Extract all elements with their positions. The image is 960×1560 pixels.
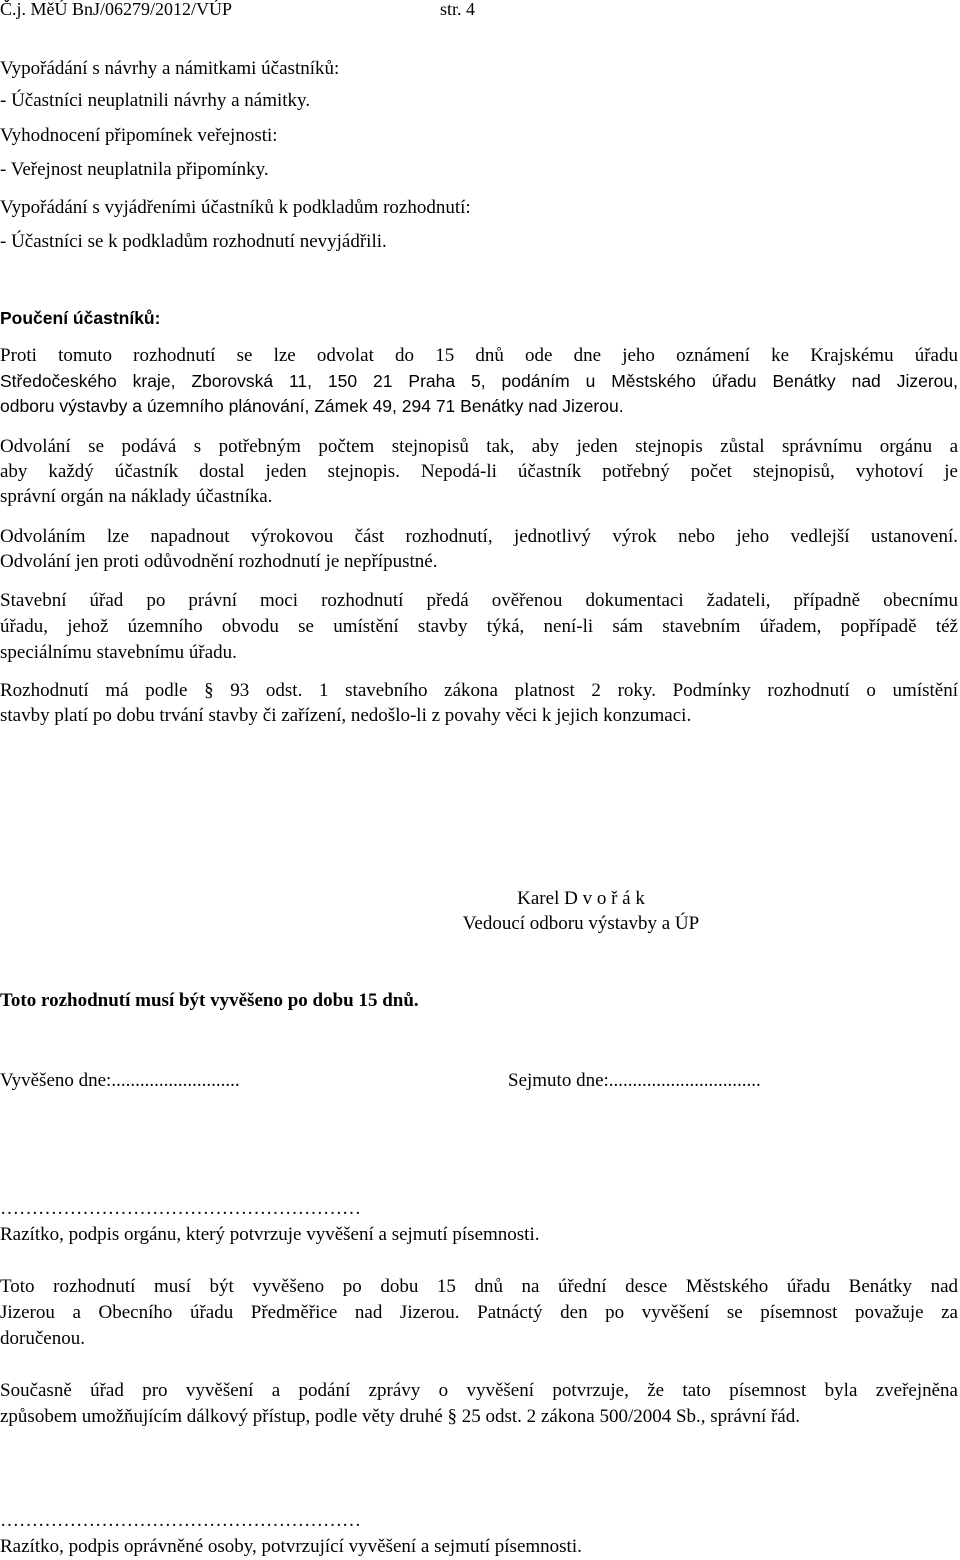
validity-line: Rozhodnutí má podle § 93 odst. 1 stavebního zákona platnost 2 roky. Podmínky rozhodnutí o umístění <box>0 680 958 701</box>
appeal-scope-line: Odvolání jen proti odůvodnění rozhodnutí je nepřípustné. <box>0 551 438 572</box>
appeal-copies-line: Odvolání se podává s potřebným počtem stejnopisů tak, aby jeden stejnopis zůstal správnímu orgánu a <box>0 436 958 457</box>
appeal-paragraph-line: Proti tomuto rozhodnutí se lze odvolat do 15 dnů ode dne jeho oznámení ke Krajskému úřadu <box>0 345 958 366</box>
appeal-copies-line: aby každý účastník dostal jeden stejnopis. Nepodá-li účastník potřebný počet stejnopisů, vyhotoví je <box>0 461 958 482</box>
posted-date-field: Vyvěšeno dne:........................... <box>0 1070 240 1091</box>
public-comments-heading: Vyhodnocení připomínek veřejnosti: <box>0 125 278 146</box>
signature-dotted-line: ………………………………………………… <box>0 1198 361 1219</box>
posting-paragraph-line: doručenou. <box>0 1328 85 1349</box>
statements-item: - Účastníci se k podkladům rozhodnutí nevyjádřili. <box>0 231 387 252</box>
page-number: str. 4 <box>440 0 476 19</box>
documentation-line: Stavební úřad po právní moci rozhodnutí předá ověřenou dokumentaci žadateli, případně obecnímu <box>0 590 958 611</box>
appeal-copies-line: správní orgán na náklady účastníka. <box>0 486 273 507</box>
stamp-caption: Razítko, podpis oprávněné osoby, potvrzující vyvěšení a sejmutí písemnosti. <box>0 1536 582 1557</box>
validity-line: stavby platí po dobu trvání stavby či zařízení, nedošlo-li z povahy věci k jejich konzumaci. <box>0 705 692 726</box>
signatory-title: Vedoucí odboru výstavby a ÚP <box>462 913 700 934</box>
public-comments-item: - Veřejnost neuplatnila připomínky. <box>0 159 269 180</box>
statements-heading: Vypořádání s vyjádřeními účastníků k podkladům rozhodnutí: <box>0 197 471 218</box>
remote-access-line: Současně úřad pro vyvěšení a podání zprávy o vyvěšení potvrzuje, že tato písemnost byla zveřejněna <box>0 1380 958 1401</box>
appeal-scope-line: Odvoláním lze napadnout výrokovou část rozhodnutí, jednotlivý výrok nebo jeho vedlejší ustanovení. <box>0 526 958 547</box>
posting-paragraph-line: Jizerou a Obecního úřadu Předměřice nad Jizerou. Patnáctý den po vyvěšení se písemnost považuje za <box>0 1302 958 1323</box>
document-reference: Č.j. MěÚ BnJ/06279/2012/VÚP <box>0 0 233 19</box>
removed-date-field: Sejmuto dne:................................ <box>508 1070 761 1091</box>
signature-dotted-line: ………………………………………………… <box>0 1510 361 1531</box>
remote-access-line: způsobem umožňujícím dálkový přístup, podle věty druhé § 25 odst. 2 zákona 500/2004 Sb., správní řád. <box>0 1406 800 1427</box>
posting-notice-bold: Toto rozhodnutí musí být vyvěšeno po dobu 15 dnů. <box>0 990 419 1011</box>
objections-heading: Vypořádání s návrhy a námitkami účastníků: <box>0 58 340 79</box>
documentation-line: úřadu, jehož územního obvodu se umístění stavby týká, není-li sám stavebním úřadem, popřípadě též <box>0 616 958 637</box>
signatory-name: Karel D v o ř á k <box>517 888 645 909</box>
appeal-paragraph-line: Středočeského kraje, Zborovská 11, 150 21 Praha 5, podáním u Městského úřadu Benátky nad Jizerou, <box>0 371 958 391</box>
posting-paragraph-line: Toto rozhodnutí musí být vyvěšeno po dobu 15 dnů na úřední desce Městského úřadu Benátky nad <box>0 1276 958 1297</box>
documentation-line: speciálnímu stavebnímu úřadu. <box>0 642 237 663</box>
appeal-paragraph-line: odboru výstavby a územního plánování, Zámek 49, 294 71 Benátky nad Jizerou. <box>0 396 624 416</box>
stamp-caption: Razítko, podpis orgánu, který potvrzuje vyvěšení a sejmutí písemnosti. <box>0 1224 540 1245</box>
objections-item: - Účastníci neuplatnili návrhy a námitky. <box>0 90 311 111</box>
instructions-heading: Poučení účastníků: <box>0 308 161 328</box>
